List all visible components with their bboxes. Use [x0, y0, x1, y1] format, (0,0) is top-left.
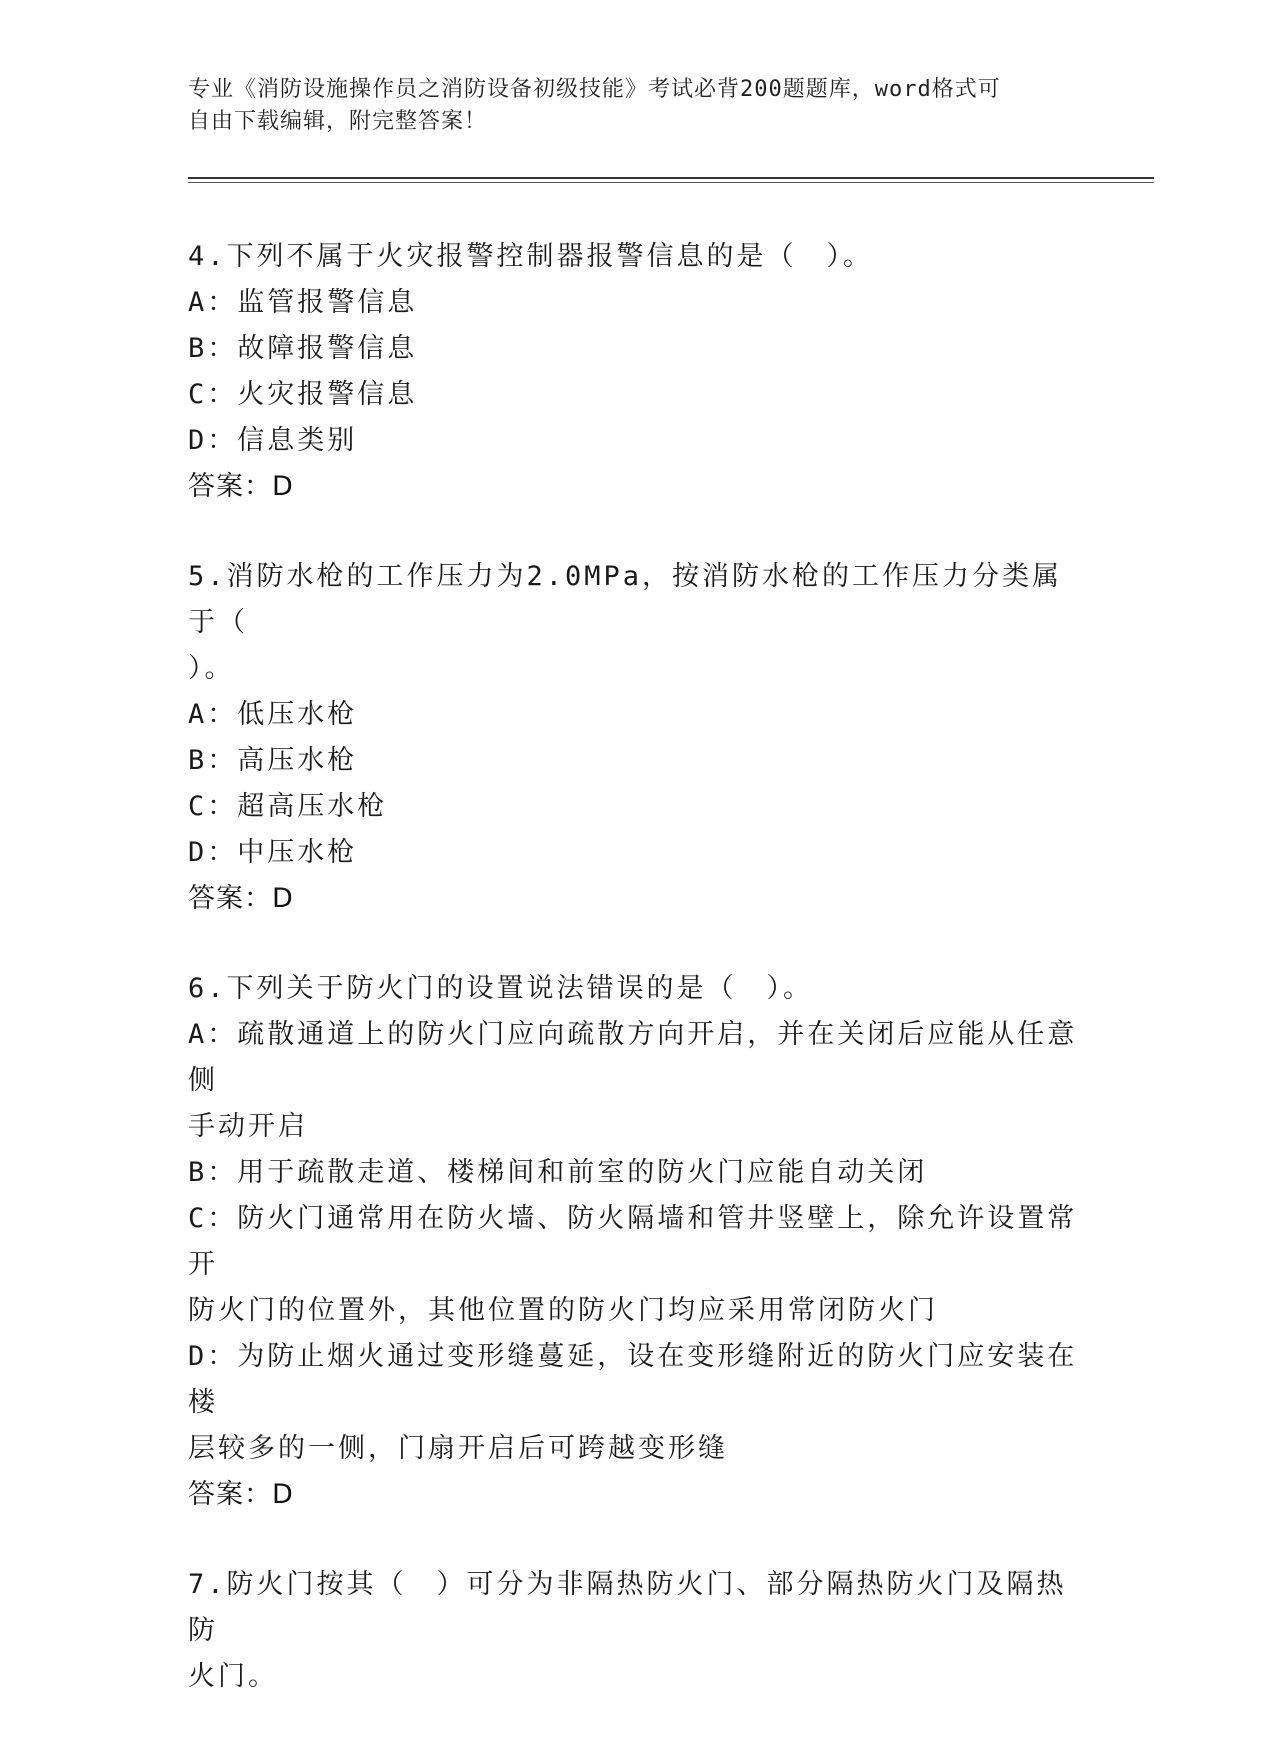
question-item — [188, 966, 1078, 1518]
answer-key: 答案：D — [188, 471, 294, 502]
answer-option: C：防火门通常用在防火墙、防火隔墙和管井竖壁上，除允许设置常开 — [188, 1203, 1078, 1280]
answer-option: A：低压水枪 — [188, 699, 358, 730]
question-stem: 6.下列关于防火门的设置说法错误的是（ ）。 — [188, 973, 814, 1004]
answer-option: 层较多的一侧，门扇开启后可跨越变形缝 — [188, 1433, 728, 1464]
header-divider-thick — [188, 177, 1154, 179]
answer-option: A：疏散通道上的防火门应向疏散方向开启，并在关闭后应能从任意侧 — [188, 1019, 1078, 1096]
answer-option: 防火门的位置外，其他位置的防火门均应采用常闭防火门 — [188, 1295, 938, 1326]
answer-option: D：为防止烟火通过变形缝蔓延，设在变形缝附近的防火门应安装在楼 — [188, 1341, 1078, 1418]
header-line-2: 自由下载编辑，附完整答案！ — [188, 109, 488, 134]
answer-key: 答案：D — [188, 1479, 294, 1510]
question-list — [188, 234, 1078, 1744]
question-item — [188, 554, 1078, 922]
answer-option: D：信息类别 — [188, 425, 358, 456]
question-item — [188, 234, 1078, 510]
answer-option: B：高压水枪 — [188, 745, 358, 776]
answer-key: 答案：D — [188, 883, 294, 914]
answer-option: D：中压水枪 — [188, 837, 358, 868]
answer-option: B：用于疏散走道、楼梯间和前室的防火门应能自动关闭 — [188, 1157, 928, 1188]
header-line-1: 专业《消防设施操作员之消防设备初级技能》考试必背200题题库，word格式可 — [188, 77, 1001, 102]
answer-option: C：超高压水枪 — [188, 791, 388, 822]
question-stem: 4.下列不属于火灾报警控制器报警信息的是（ ）。 — [188, 241, 874, 272]
question-stem: 7.防火门按其（ ）可分为非隔热防火门、部分隔热防火门及隔热防 — [188, 1569, 1067, 1646]
question-stem: ）。 — [188, 653, 235, 684]
answer-option: C：火灾报警信息 — [188, 379, 418, 410]
header-divider-thin — [188, 182, 1154, 183]
question-stem: 火门。 — [188, 1661, 278, 1692]
question-stem: 5.消防水枪的工作压力为2.0MPa，按消防水枪的工作压力分类属于（ — [188, 561, 1063, 638]
document-header — [188, 74, 1068, 138]
answer-option: A：监管报警信息 — [188, 287, 418, 318]
answer-option: B：故障报警信息 — [188, 333, 418, 364]
question-item — [188, 1562, 1078, 1700]
answer-option: 手动开启 — [188, 1111, 308, 1142]
